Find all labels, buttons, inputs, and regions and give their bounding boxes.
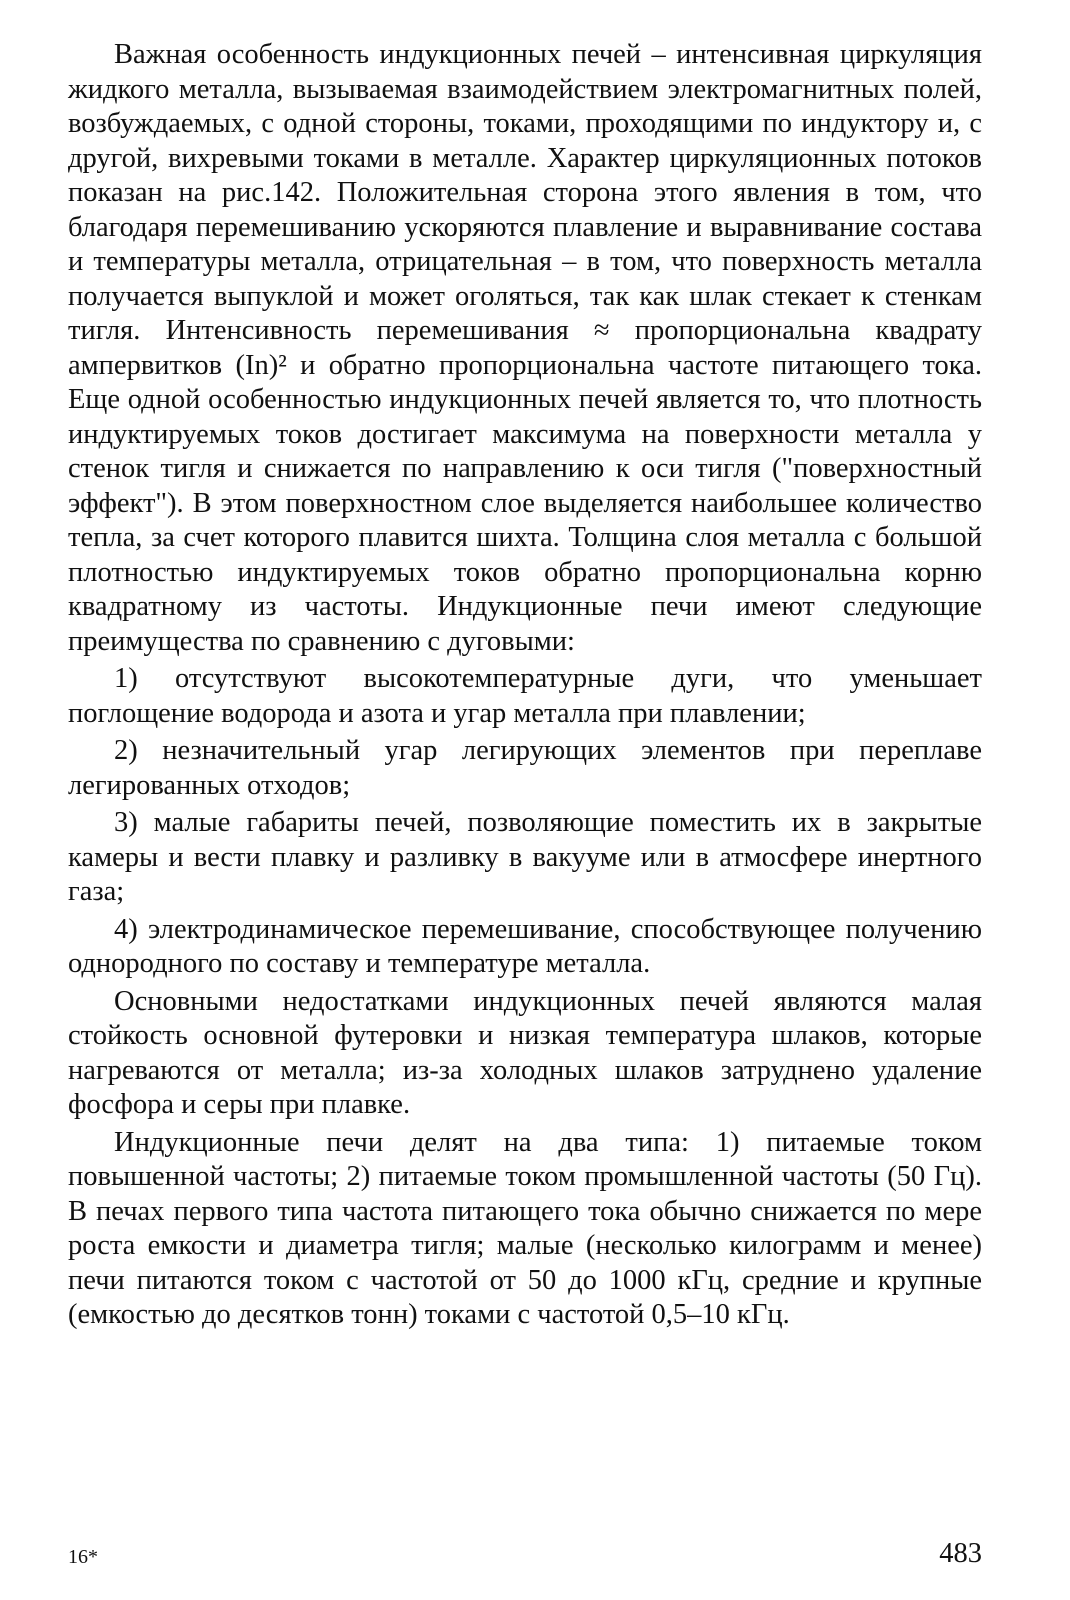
- paragraph-types: Индукционные печи делят на два типа: 1) питаемые током повышенной частоты; 2) питаемые током промышленной частоты (50 Гц). В печах первого типа частота питающего тока обычно снижается по мере роста емкости и диаметра тигля; малые (несколько килограмм и менее) печи питаются током с частотой от 50 до 1000 кГц, средние и крупные (емкостью до десятков тонн) токами с частотой 0,5–10 кГц.: [68, 1126, 982, 1330]
- list-item-1: 1) отсутствуют высокотемпературные дуги, что уменьшает поглощение водорода и азота и угар металла при плавлении;: [68, 663, 982, 729]
- paragraph-intro: Важная особенность индукционных печей – интенсивная циркуляция жидкого металла, вызываемая взаимодействием электромагнитных полей, возбуждаемых, с одной стороны, токами, проходящими по индуктору и, с другой, вихревыми токами в металле. Характер циркуляционных потоков показан на рис.142. Положительная сторона этого явления в том, что благодаря перемешиванию ускоряются плавление и выравнивание состава и температуры металла, отрицательная – в том, что поверхность металла получается выпуклой и может оголяться, так как шлак стекает к стенкам тигля. Интенсивность перемешивания ≈ пропорциональна квадрату ампервитков (In)² и обратно пропорциональна частоте питающего тока. Еще одной особенностью индукционных печей является то, что плотность индуктируемых токов достигает максимума на поверхности металла у стенок тигля и снижается по направлению к оси тигля ("поверхностный эффект"). В этом поверхностном слое выделяется наибольшее количество тепла, за счет которого плавится шихта. Толщина слоя металла с большой плотностью индуктируемых токов обратно пропорциональна корню квадратному из частоты. Индукционные печи имеют следующие преимущества по сравнению с дуговыми:: [68, 39, 982, 657]
- paragraph-disadvantages: Основными недостатками индукционных печей являются малая стойкость основной футеровки и низкая температура шлаков, которые нагреваются от металла; из-за холодных шлаков затруднено удаление фосфора и серы при плавке.: [68, 985, 982, 1120]
- page-number: 483: [939, 1538, 982, 1569]
- signature-mark: 16*: [68, 1546, 98, 1568]
- page-body: [68, 38, 982, 1333]
- page-footer: [68, 1538, 982, 1578]
- list-item-3: 3) малые габариты печей, позволяющие поместить их в закрытые камеры и вести плавку и разливку в вакууме или в атмосфере инертного газа;: [68, 807, 982, 907]
- list-item-2: 2) незначительный угар легирующих элементов при переплаве легированных отходов;: [68, 735, 982, 801]
- list-item-4: 4) электродинамическое перемешивание, способствующее получению однородного по составу и температуре металла.: [68, 913, 982, 979]
